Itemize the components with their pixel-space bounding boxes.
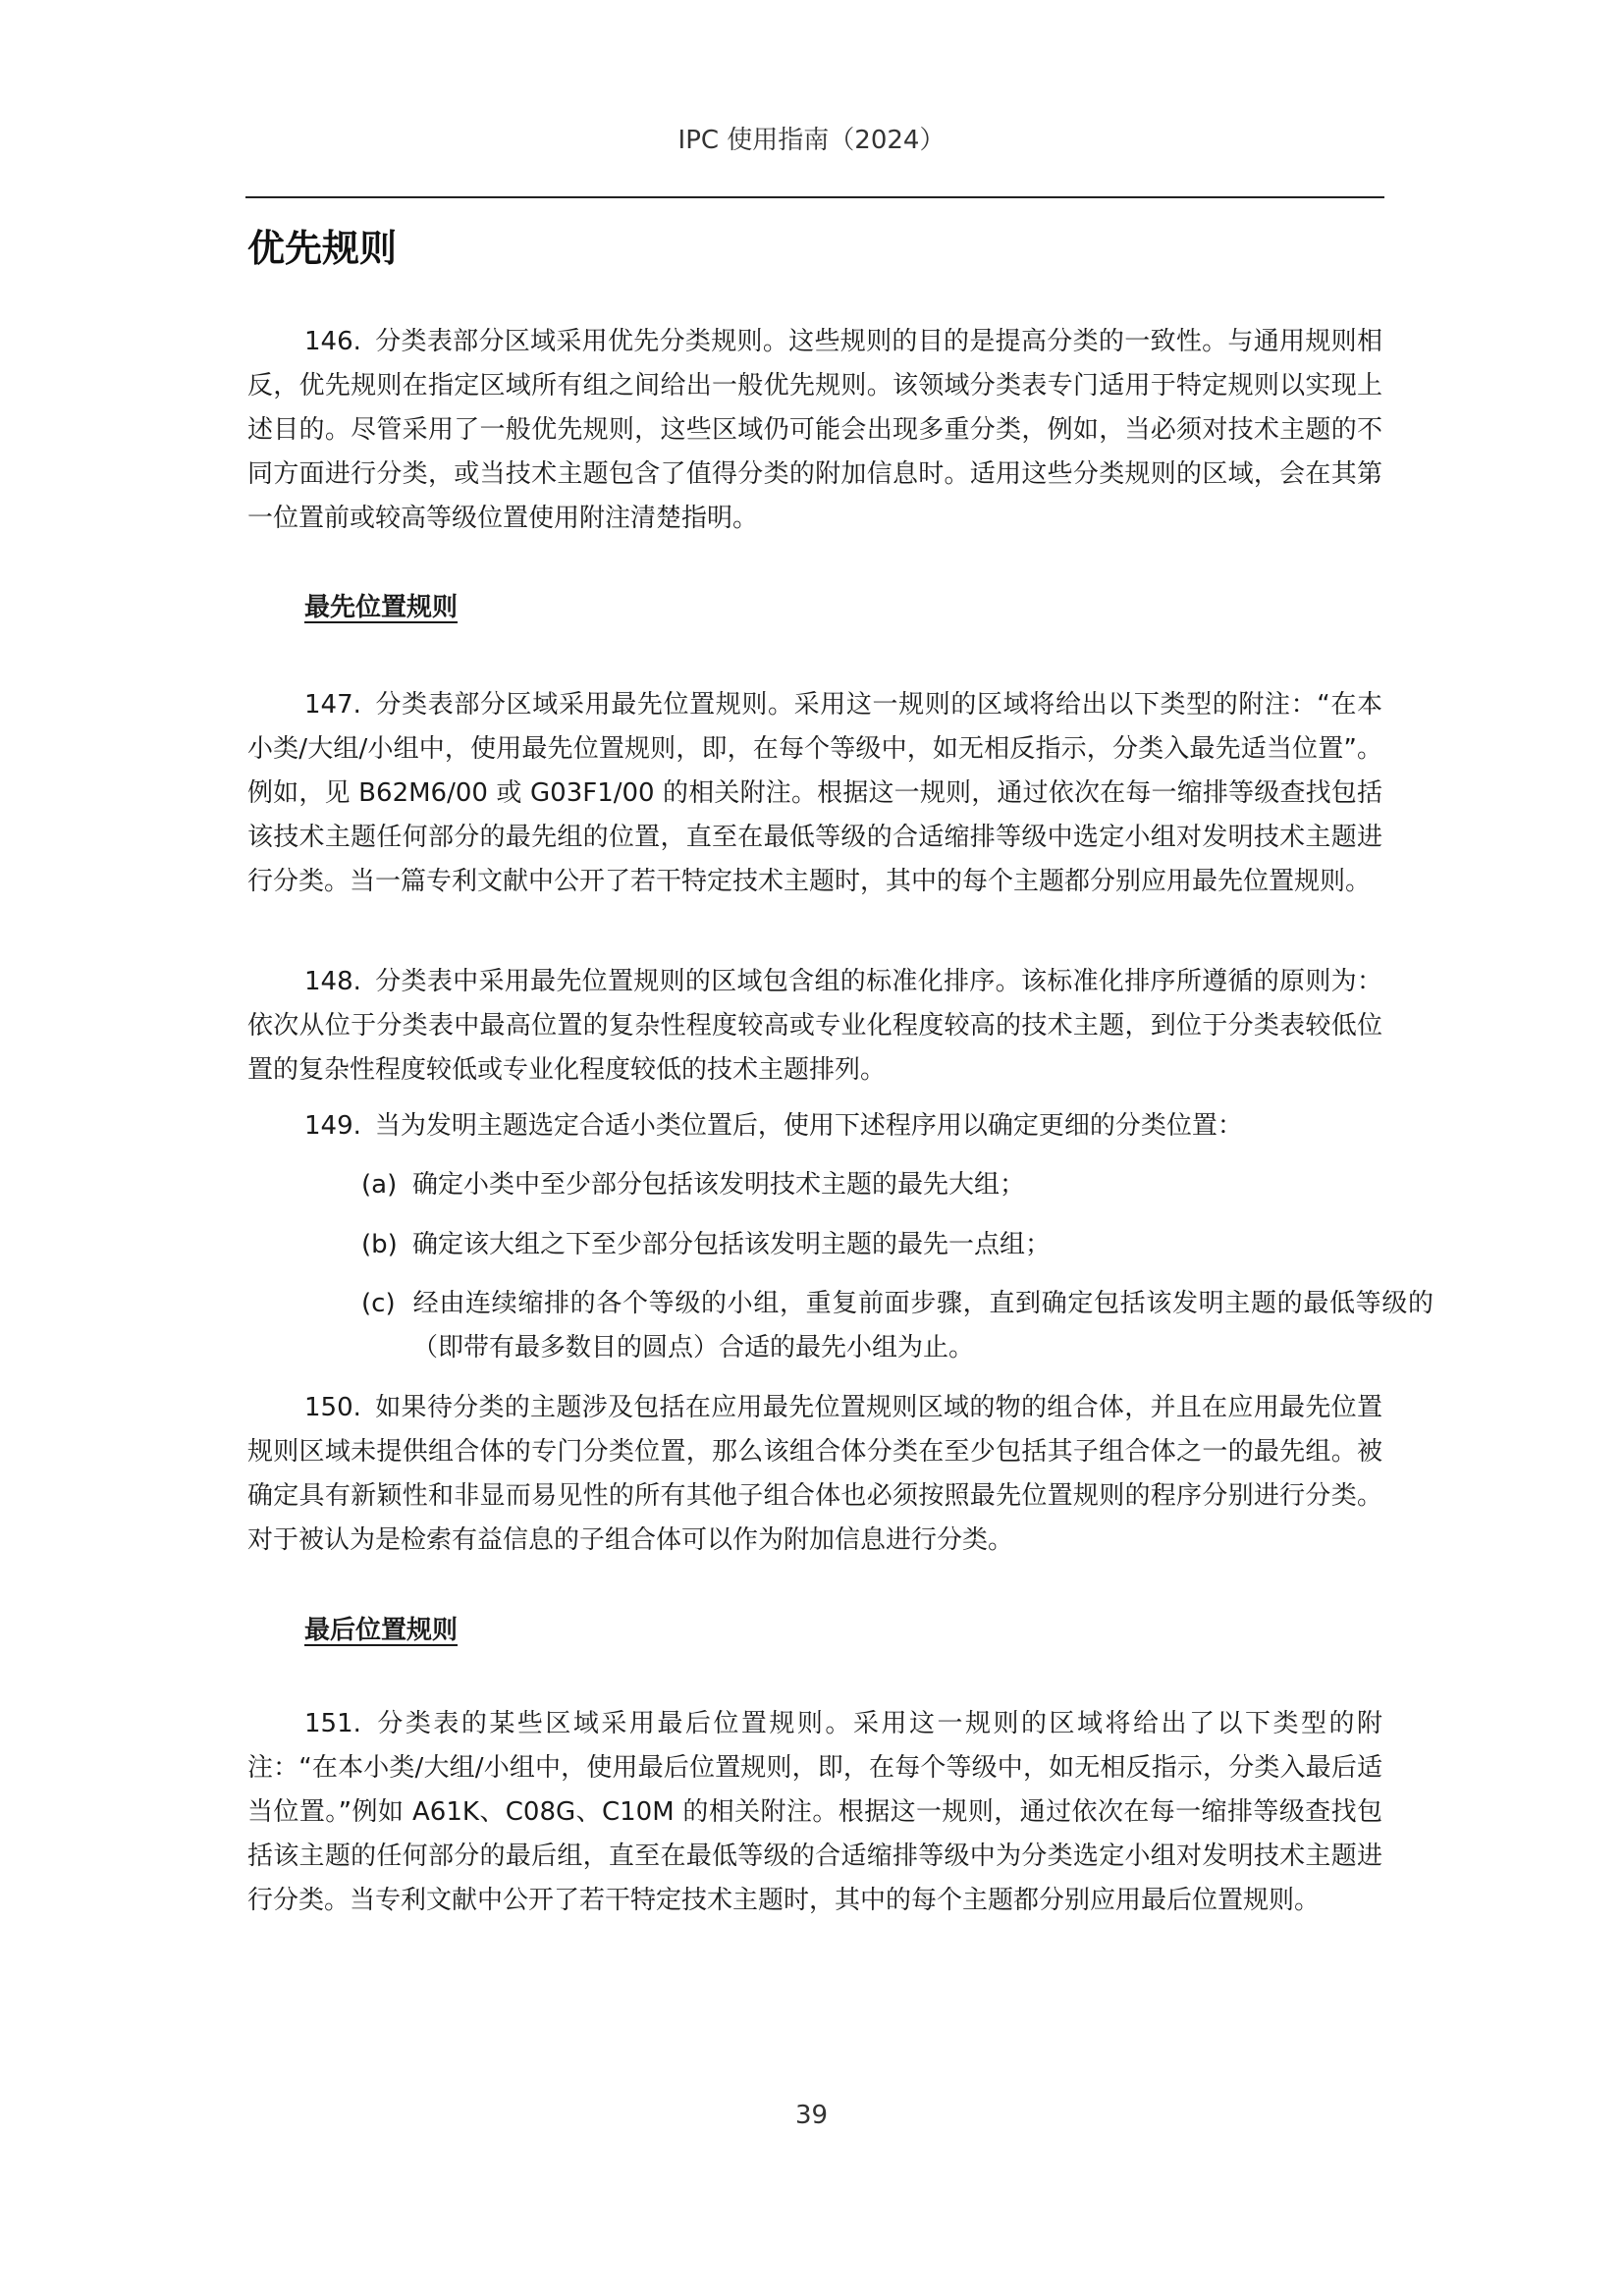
paragraph-text: 分类表部分区域采用最先位置规则。采用这一规则的区域将给出以下类型的附注：“在本小类/大组/小组中，使用最先位置规则，即，在每个等级中，如无相反指示，分类入最先适当位置”。例如，见 B62M6/00 或 G03F1/00 的相关附注。根据这一规则，通过依次在每一缩排等级查找包括该技术主题任何部分的最先组的位置，直至在最低等级的合适缩排等级中选定小组对发明技术主题进行分类。当一篇专利文献中公开了若干特定技术主题时，其中的每个主题都分别应用最先位置规则。 bbox=[247, 690, 1382, 896]
paragraph-text: 如果待分类的主题涉及包括在应用最先位置规则区域的物的组合体，并且在应用最先位置规则区域未提供组合体的专门分类位置，那么该组合体分类在至少包括其子组合体之一的最先组。被确定具有新颖性和非显而易见性的所有其他子组合体也必须按照最先位置规则的程序分别进行分类。对于被认为是检索有益信息的子组合体可以作为附加信息进行分类。 bbox=[247, 1393, 1382, 1555]
list-item-text: 经由连续缩排的各个等级的小组，重复前面步骤，直到确定包括该发明主题的最低等级的（即带有最多数目的圆点）合适的最先小组为止。 bbox=[412, 1289, 1434, 1362]
list-item-text: 确定该大组之下至少部分包括该发明主题的最先一点组； bbox=[412, 1230, 1052, 1259]
subheading-first-place-rule: 最先位置规则 bbox=[304, 593, 459, 622]
paragraph-number: 149. bbox=[304, 1111, 361, 1141]
paragraph-number: 146. bbox=[304, 327, 361, 356]
list-item-label: (b) bbox=[361, 1230, 398, 1259]
paragraph-147 bbox=[247, 683, 1382, 904]
subheading-last-place-rule: 最后位置规则 bbox=[304, 1616, 459, 1645]
list-item-text: 确定小类中至少部分包括该发明技术主题的最先大组； bbox=[412, 1170, 1026, 1200]
section-title: 优先规则 bbox=[247, 227, 398, 270]
running-header: IPC 使用指南（2024） bbox=[677, 126, 946, 155]
paragraph-text: 分类表部分区域采用优先分类规则。这些规则的目的是提高分类的一致性。与通用规则相反，优先规则在指定区域所有组之间给出一般优先规则。该领域分类表专门适用于特定规则以实现上述目的。尽管采用了一般优先规则，这些区域仍可能会出现多重分类，例如，当必须对技术主题的不同方面进行分类，或当技术主题包含了值得分类的附加信息时。适用这些分类规则的区域，会在其第一位置前或较高等级位置使用附注清楚指明。 bbox=[247, 327, 1382, 533]
list-item-label: (a) bbox=[361, 1170, 398, 1200]
paragraph-number: 147. bbox=[304, 690, 361, 720]
paragraph-text: 当为发明主题选定合适小类位置后，使用下述程序用以确定更细的分类位置： bbox=[374, 1111, 1243, 1141]
paragraph-150 bbox=[247, 1386, 1382, 1563]
paragraph-number: 151. bbox=[304, 1709, 361, 1738]
paragraph-text: 分类表中采用最先位置规则的区域包含组的标准化排序。该标准化排序所遵循的原则为：依次从位于分类表中最高位置的复杂性程度较高或专业化程度较高的技术主题，到位于分类表较低位置的复杂性程度较低或专业化程度较低的技术主题排列。 bbox=[247, 967, 1382, 1085]
list-item-c bbox=[361, 1282, 1434, 1370]
list-item-a bbox=[361, 1163, 1434, 1207]
paragraph-number: 148. bbox=[304, 967, 361, 996]
paragraph-148 bbox=[247, 960, 1382, 1093]
paragraph-149 bbox=[247, 1104, 1382, 1148]
list-item-b bbox=[361, 1223, 1434, 1267]
list-item-label: (c) bbox=[361, 1289, 396, 1318]
paragraph-151 bbox=[247, 1702, 1382, 1923]
paragraph-number: 150. bbox=[304, 1393, 361, 1422]
header-divider bbox=[245, 196, 1384, 198]
page-number: 39 bbox=[794, 2101, 829, 2130]
paragraph-text: 分类表的某些区域采用最后位置规则。采用这一规则的区域将给出了以下类型的附注：“在本小类/大组/小组中，使用最后位置规则，即，在每个等级中，如无相反指示，分类入最后适当位置。”例如 A61K、C08G、C10M 的相关附注。根据这一规则，通过依次在每一缩排等级查找包括该主题的任何部分的最后组，直至在最低等级的合适缩排等级中为分类选定小组对发明技术主题进行分类。当专利文献中公开了若干特定技术主题时，其中的每个主题都分别应用最后位置规则。 bbox=[247, 1709, 1382, 1915]
paragraph-146 bbox=[247, 320, 1382, 541]
